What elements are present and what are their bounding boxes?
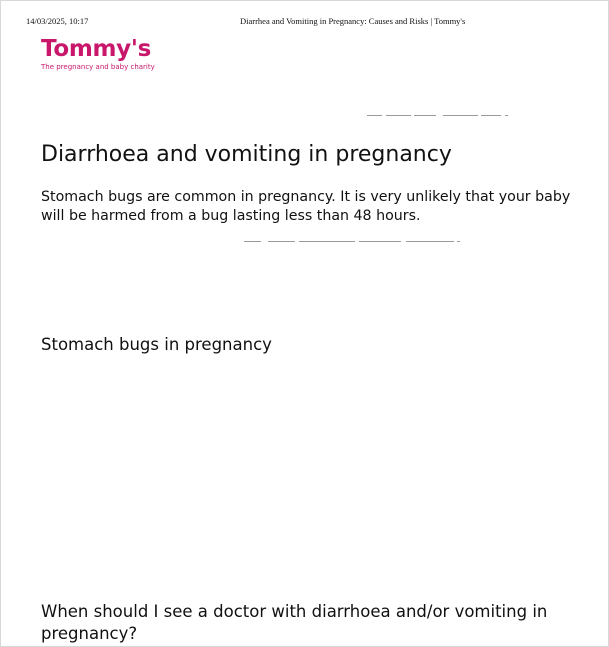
intro-paragraph: Stomach bugs are common in pregnancy. It is very unlikely that your baby will be harmed from a bug lasting less than 48 hours. <box>41 189 571 224</box>
placeholder-dashes-intro <box>244 241 460 243</box>
placeholder-dashes-top <box>367 115 508 117</box>
print-header <box>26 16 583 28</box>
logo-tagline: The pregnancy and baby charity <box>41 63 155 71</box>
section-heading-stomach-bugs: Stomach bugs in pregnancy <box>41 335 272 354</box>
logo-name: Tommy's <box>41 36 151 62</box>
print-page-title: Diarrhea and Vomiting in Pregnancy: Causes and Risks | Tommy's <box>240 16 466 26</box>
print-datetime: 14/03/2025, 10:17 <box>26 16 89 26</box>
section-heading-see-doctor: When should I see a doctor with diarrhoea and/or vomiting in pregnancy? <box>41 602 548 643</box>
tommys-logo[interactable] <box>41 36 155 72</box>
page-title: Diarrhoea and vomiting in pregnancy <box>41 142 452 167</box>
